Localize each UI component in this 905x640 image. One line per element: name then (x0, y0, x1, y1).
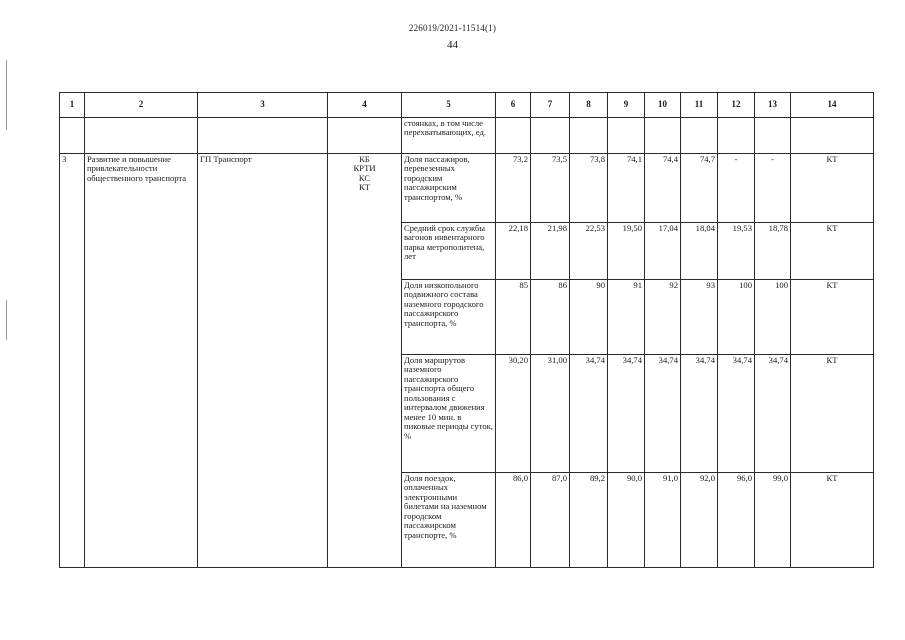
indicator-value: 100 (718, 280, 755, 355)
indicator-value: 92 (645, 280, 681, 355)
indicator-value: 86,0 (496, 473, 531, 568)
empty-cell (60, 118, 85, 154)
column-header: 4 (328, 93, 402, 118)
indicator-name-cell: стоянках, в том числе перехватывающих, ед. (402, 118, 496, 154)
indicator-value: 34,74 (570, 355, 608, 473)
indicator-row (60, 154, 874, 223)
column-header: 2 (85, 93, 198, 118)
indicator-name-cell: Доля низкопольного подвижного состава наземного городского пассажирского транспорта, % (402, 280, 496, 355)
indicator-value: 18,04 (681, 223, 718, 280)
indicator-table (59, 92, 874, 568)
column-header: 10 (645, 93, 681, 118)
indicator-value: 86 (531, 280, 570, 355)
column-header: 5 (402, 93, 496, 118)
empty-cell (85, 118, 198, 154)
column-header: 1 (60, 93, 85, 118)
indicator-value: 17,04 (645, 223, 681, 280)
indicator-value: 90,0 (608, 473, 645, 568)
indicator-value: 73,5 (531, 154, 570, 223)
indicator-value: 89,2 (570, 473, 608, 568)
column-number-header-row (60, 93, 874, 118)
indicator-value: - (755, 154, 791, 223)
empty-cell (645, 118, 681, 154)
indicator-value: 30,20 (496, 355, 531, 473)
column-header: 12 (718, 93, 755, 118)
empty-cell (681, 118, 718, 154)
indicator-value: 34,74 (608, 355, 645, 473)
empty-cell (496, 118, 531, 154)
indicator-value: 92,0 (681, 473, 718, 568)
indicator-value: 85 (496, 280, 531, 355)
indicator-value: 93 (681, 280, 718, 355)
continuation-row (60, 118, 874, 154)
scan-edge-mark (6, 300, 7, 340)
column-header: 6 (496, 93, 531, 118)
indicator-value: 19,53 (718, 223, 755, 280)
result-cell: КТ (791, 473, 874, 568)
indicator-value: 34,74 (681, 355, 718, 473)
column-header: 14 (791, 93, 874, 118)
row-number-cell: 3 (60, 154, 85, 568)
empty-cell (198, 118, 328, 154)
indicator-value: 31,00 (531, 355, 570, 473)
column-header: 3 (198, 93, 328, 118)
result-cell: КТ (791, 280, 874, 355)
indicator-name-cell: Доля маршрутов наземного пассажирского транспорта общего пользования с интервалом движения менее 10 мин. в пиковые периоды суток, % (402, 355, 496, 473)
empty-cell (791, 118, 874, 154)
page-number: 44 (447, 39, 458, 51)
empty-cell (718, 118, 755, 154)
indicator-value: 91,0 (645, 473, 681, 568)
state-program-cell: ГП Транспорт (198, 154, 328, 568)
indicator-value: 90 (570, 280, 608, 355)
indicator-value: 91 (608, 280, 645, 355)
task-name-cell: Развитие и повышение привлекательности общественного транспорта (85, 154, 198, 568)
indicator-value: 99,0 (755, 473, 791, 568)
indicator-value: 87,0 (531, 473, 570, 568)
indicator-value: 34,74 (645, 355, 681, 473)
scan-edge-mark (6, 60, 7, 130)
funding-source: КРТИ (353, 163, 376, 174)
indicator-value: 96,0 (718, 473, 755, 568)
funding-sources-cell (328, 154, 402, 568)
empty-cell (755, 118, 791, 154)
column-header: 7 (531, 93, 570, 118)
indicator-value: 19,50 (608, 223, 645, 280)
indicator-value: 73,2 (496, 154, 531, 223)
funding-source: КБ (359, 154, 370, 164)
indicator-value: 18,78 (755, 223, 791, 280)
column-header: 8 (570, 93, 608, 118)
empty-cell (608, 118, 645, 154)
indicator-name-cell: Доля пассажиров, перевезенных городским пассажирским транспортом, % (402, 154, 496, 223)
empty-cell (570, 118, 608, 154)
indicator-name-cell: Средний срок службы вагонов инвентарного парка метрополитена, лет (402, 223, 496, 280)
empty-cell (531, 118, 570, 154)
indicator-value: 21,98 (531, 223, 570, 280)
indicator-value: 34,74 (755, 355, 791, 473)
result-cell: КТ (791, 154, 874, 223)
funding-source: КС (358, 172, 371, 183)
result-cell: КТ (791, 223, 874, 280)
indicator-value: 74,1 (608, 154, 645, 223)
indicator-name-cell: Доля поездок, оплаченных электронными билетами на наземном городском пассажирском транспорте, % (402, 473, 496, 568)
indicator-value: - (718, 154, 755, 223)
column-header: 13 (755, 93, 791, 118)
indicator-value: 74,4 (645, 154, 681, 223)
indicator-value: 74,7 (681, 154, 718, 223)
document-code: 226019/2021-11514(1) (408, 23, 497, 33)
column-header: 11 (681, 93, 718, 118)
funding-source: КТ (359, 182, 370, 193)
indicator-value: 22,53 (570, 223, 608, 280)
empty-cell (328, 118, 402, 154)
indicator-value: 73,8 (570, 154, 608, 223)
result-cell: КТ (791, 355, 874, 473)
indicator-value: 100 (755, 280, 791, 355)
column-header: 9 (608, 93, 645, 118)
indicator-value: 34,74 (718, 355, 755, 473)
indicator-value: 22,18 (496, 223, 531, 280)
